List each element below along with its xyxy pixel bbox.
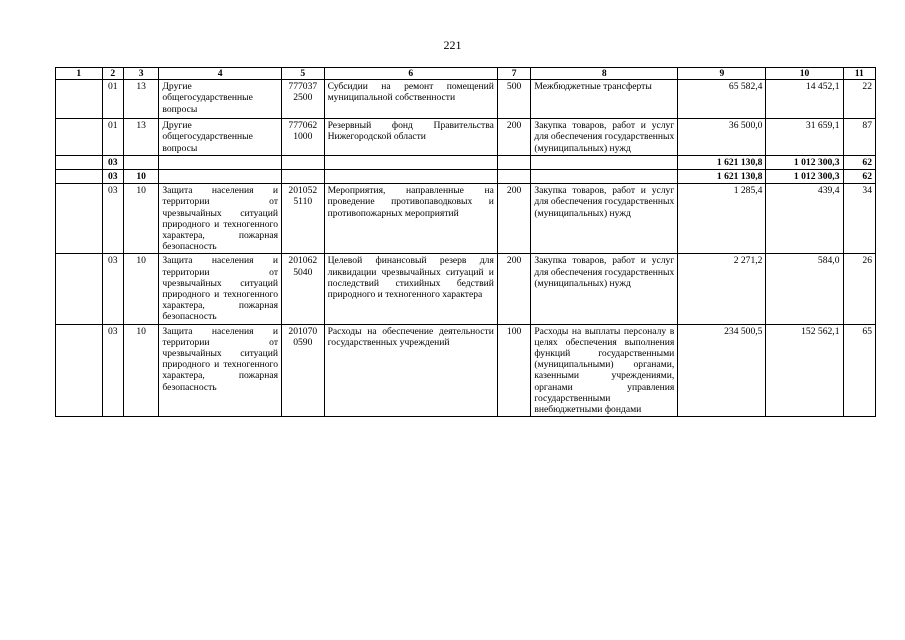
row-cell-col1 (56, 254, 103, 324)
target-article-name (324, 170, 497, 184)
target-article-code (282, 155, 325, 169)
percent-executed: 26 (843, 254, 876, 324)
section-code: 03 (102, 254, 123, 324)
subsection-name: Защита населения и территории от чрезвычайных ситуаций природного и техногенного характера, пожарная безопасность (159, 254, 282, 324)
row-cell-col1 (56, 80, 103, 119)
target-article-name: Расходы на обеспечение деятельности государственных учреждений (324, 324, 497, 417)
column-number: 4 (159, 68, 282, 80)
expense-type-name (531, 170, 678, 184)
subsection-code: 13 (123, 80, 158, 119)
section-total-row (56, 155, 876, 169)
section-code: 03 (102, 324, 123, 417)
percent-executed: 22 (843, 80, 876, 119)
target-article-name: Мероприятия, направленные на проведение противопаводковых и противопожарных мероприятий (324, 184, 497, 254)
expense-type-name: Закупка товаров, работ и услуг для обеспечения государственных (муниципальных) нужд (531, 119, 678, 156)
page-number: 221 (443, 38, 462, 52)
expense-type-code: 200 (497, 119, 530, 156)
expense-type-name: Закупка товаров, работ и услуг для обеспечения государственных (муниципальных) нужд (531, 184, 678, 254)
amount-planned: 2 271,2 (678, 254, 766, 324)
section-code: 03 (102, 155, 123, 169)
subsection-code: 10 (123, 324, 158, 417)
subsection-total-row (56, 170, 876, 184)
amount-executed: 1 012 300,3 (766, 170, 843, 184)
amount-executed: 31 659,1 (766, 119, 843, 156)
column-number: 1 (56, 68, 103, 80)
amount-executed: 439,4 (766, 184, 843, 254)
row-cell-col1 (56, 184, 103, 254)
expense-type-name (531, 155, 678, 169)
column-number: 3 (123, 68, 158, 80)
expense-type-name: Закупка товаров, работ и услуг для обеспечения государственных (муниципальных) нужд (531, 254, 678, 324)
table-row (56, 184, 876, 254)
expense-type-name: Расходы на выплаты персоналу в целях обеспечения выполнения функций государственными (муниципальными) органами, казенными учреждениями, органами управления государственными внебюджетными фондами (531, 324, 678, 417)
table-row (56, 119, 876, 156)
percent-executed: 65 (843, 324, 876, 417)
subsection-name: Другие общегосударственные вопросы (159, 119, 282, 156)
amount-planned: 1 285,4 (678, 184, 766, 254)
amount-executed: 1 012 300,3 (766, 155, 843, 169)
subsection-name: Защита населения и территории от чрезвычайных ситуаций природного и техногенного характера, пожарная безопасность (159, 184, 282, 254)
target-article-code: 777062 1000 (282, 119, 325, 156)
expense-type-name: Межбюджетные трансферты (531, 80, 678, 119)
column-number: 11 (843, 68, 876, 80)
amount-planned: 1 621 130,8 (678, 155, 766, 169)
expense-type-code (497, 170, 530, 184)
amount-planned: 36 500,0 (678, 119, 766, 156)
target-article-code: 201052 5110 (282, 184, 325, 254)
row-cell-col1 (56, 170, 103, 184)
target-article-code (282, 170, 325, 184)
subsection-name (159, 170, 282, 184)
amount-executed: 584,0 (766, 254, 843, 324)
amount-executed: 152 562,1 (766, 324, 843, 417)
percent-executed: 34 (843, 184, 876, 254)
expense-type-code (497, 155, 530, 169)
amount-planned: 234 500,5 (678, 324, 766, 417)
expense-type-code: 500 (497, 80, 530, 119)
target-article-code: 777037 2500 (282, 80, 325, 119)
subsection-code: 10 (123, 170, 158, 184)
column-number: 6 (324, 68, 497, 80)
budget-table (55, 67, 876, 417)
amount-planned: 1 621 130,8 (678, 170, 766, 184)
target-article-name: Субсидии на ремонт помещений муниципальной собственности (324, 80, 497, 119)
column-number: 2 (102, 68, 123, 80)
row-cell-col1 (56, 324, 103, 417)
amount-planned: 65 582,4 (678, 80, 766, 119)
expense-type-code: 200 (497, 254, 530, 324)
subsection-code: 13 (123, 119, 158, 156)
row-cell-col1 (56, 119, 103, 156)
percent-executed: 62 (843, 170, 876, 184)
column-number: 7 (497, 68, 530, 80)
target-article-code: 201070 0590 (282, 324, 325, 417)
expense-type-code: 200 (497, 184, 530, 254)
target-article-code: 201062 5040 (282, 254, 325, 324)
column-number: 9 (678, 68, 766, 80)
section-code: 03 (102, 170, 123, 184)
subsection-name: Другие общегосударственные вопросы (159, 80, 282, 119)
row-cell-col1 (56, 155, 103, 169)
percent-executed: 87 (843, 119, 876, 156)
column-number: 5 (282, 68, 325, 80)
percent-executed: 62 (843, 155, 876, 169)
table-row (56, 80, 876, 119)
expense-type-code: 100 (497, 324, 530, 417)
column-number: 10 (766, 68, 843, 80)
subsection-code: 10 (123, 184, 158, 254)
subsection-name (159, 155, 282, 169)
section-code: 01 (102, 119, 123, 156)
subsection-name: Защита населения и территории от чрезвычайных ситуаций природного и техногенного характера, пожарная безопасность (159, 324, 282, 417)
subsection-code: 10 (123, 254, 158, 324)
column-number: 8 (531, 68, 678, 80)
column-number-row (56, 68, 876, 80)
table-row (56, 324, 876, 417)
table-row (56, 254, 876, 324)
subsection-code (123, 155, 158, 169)
target-article-name: Целевой финансовый резерв для ликвидации чрезвычайных ситуаций и последствий стихийных бедствий природного и техногенного характера (324, 254, 497, 324)
section-code: 01 (102, 80, 123, 119)
target-article-name: Резервный фонд Правительства Нижегородской области (324, 119, 497, 156)
section-code: 03 (102, 184, 123, 254)
amount-executed: 14 452,1 (766, 80, 843, 119)
target-article-name (324, 155, 497, 169)
